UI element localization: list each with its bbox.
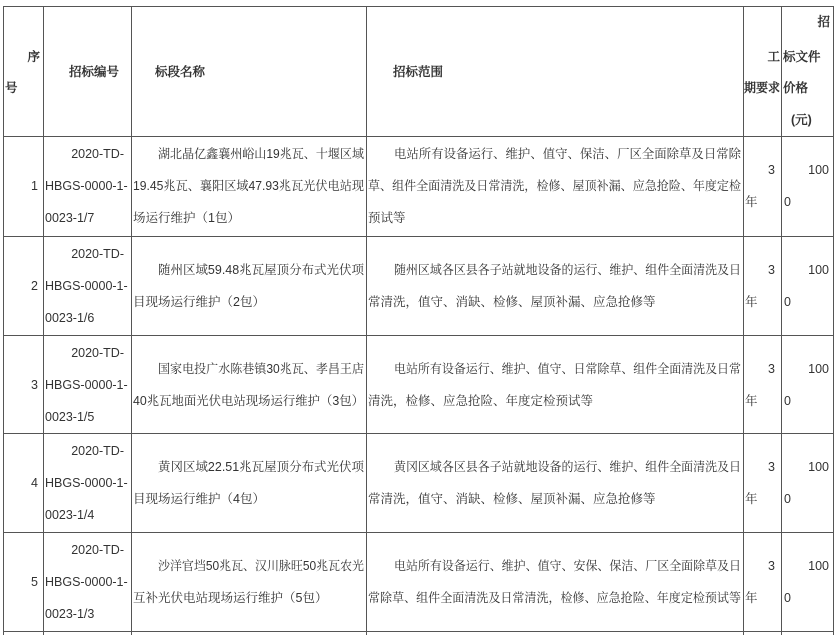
- row-name: 随州区域59.48兆瓦屋顶分布式光伏项: [158, 263, 364, 277]
- row-code: HBGS-0000-1-: [45, 279, 128, 293]
- row-code: HBGS-0000-1-: [45, 476, 128, 490]
- header-name: 标段名称: [155, 65, 206, 79]
- row-price: 0: [784, 492, 791, 506]
- row-code: 0023-1/6: [45, 311, 95, 325]
- row-seq: 3: [31, 378, 38, 392]
- row-scope: 草、组件全面清洗及日常清洗，检修、屋顶补漏、应急抢险、年度定检: [368, 179, 741, 193]
- row-code: 2020-TD-: [71, 346, 124, 360]
- row-code: 2020-TD-: [71, 543, 124, 557]
- header-price: (元): [791, 113, 812, 127]
- row-code: HBGS-0000-1-: [45, 179, 128, 193]
- row-seq: 5: [31, 575, 38, 589]
- row-name: 场运行维护（1包）: [133, 211, 240, 225]
- row-name: 40兆瓦地面光伏电站现场运行维护（3包）: [133, 394, 365, 408]
- row-scope: 常清洗，值守、消缺、检修、屋顶补漏、应急抢修等: [368, 492, 656, 506]
- row-scope: 随州区域各区县各子站就地设备的运行、维护、组件全面清洗及日: [394, 263, 741, 277]
- row-name: 黄冈区域22.51兆瓦屋顶分布式光伏项: [158, 460, 364, 474]
- row-code: HBGS-0000-1-: [45, 378, 128, 392]
- row-code: 0023-1/7: [45, 211, 95, 225]
- row-scope: 清洗，检修、应急抢险、年度定检预试等: [368, 394, 594, 408]
- row-name: 目现场运行维护（4包）: [133, 492, 265, 506]
- header-duration: 工: [767, 50, 780, 64]
- column-divider: [43, 6, 44, 635]
- row-duration: 年: [745, 394, 758, 408]
- row-code: 0023-1/4: [45, 508, 95, 522]
- row-scope: 电站所有设备运行、维护、值守、安保、保洁、厂区全面除草及日: [394, 559, 741, 573]
- row-duration: 3: [768, 263, 775, 277]
- row-scope: 电站所有设备运行、维护、值守、保洁、厂区全面除草及日常除: [394, 147, 742, 161]
- row-name: 目现场运行维护（2包）: [133, 295, 265, 309]
- column-divider: [833, 6, 834, 635]
- row-code: 0023-1/3: [45, 607, 95, 621]
- row-seq: 2: [31, 279, 38, 293]
- row-scope: 黄冈区域各区县各子站就地设备的运行、维护、组件全面清洗及日: [394, 460, 741, 474]
- row-duration: 3: [768, 163, 775, 177]
- row-name: 19.45兆瓦、襄阳区域47.93兆瓦光伏电站现: [133, 179, 365, 193]
- row-duration: 3: [768, 362, 775, 376]
- row-scope: 电站所有设备运行、维护、值守、日常除草、组件全面清洗及日常: [394, 362, 741, 376]
- row-name: 国家电投广水陈巷镇30兆瓦、孝昌王店: [158, 362, 364, 376]
- row-divider: [3, 136, 833, 137]
- column-divider: [366, 6, 367, 635]
- row-duration: 3: [768, 559, 775, 573]
- row-code: HBGS-0000-1-: [45, 575, 128, 589]
- row-code: 2020-TD-: [71, 444, 124, 458]
- row-scope: 预试等: [368, 211, 406, 225]
- row-divider: [3, 236, 833, 237]
- row-price: 100: [808, 559, 829, 573]
- row-seq: 1: [31, 179, 38, 193]
- column-divider: [781, 6, 782, 635]
- row-code: 2020-TD-: [71, 147, 124, 161]
- header-price: 标文件: [783, 50, 821, 64]
- row-code: 0023-1/5: [45, 410, 95, 424]
- header-seq: 号: [5, 81, 18, 95]
- row-divider: [3, 433, 833, 434]
- row-name: 湖北晶亿鑫襄州峪山19兆瓦、十堰区域: [158, 147, 364, 161]
- row-price: 0: [784, 591, 791, 605]
- row-scope: 常清洗，值守、消缺、检修、屋顶补漏、应急抢修等: [368, 295, 656, 309]
- row-code: 2020-TD-: [71, 247, 124, 261]
- row-scope: 常除草、组件全面清洗及日常清洗，检修、应急抢险、年度定检预试等: [368, 591, 741, 605]
- row-price: 100: [808, 460, 829, 474]
- header-scope: 招标范围: [393, 65, 444, 79]
- row-name: 沙洋官垱50兆瓦、汉川脉旺50兆瓦农光: [158, 559, 364, 573]
- header-duration: 期要求: [744, 81, 780, 95]
- row-duration: 年: [745, 295, 758, 309]
- row-duration: 3: [768, 460, 775, 474]
- header-seq: 序: [27, 50, 40, 64]
- row-price: 100: [808, 163, 829, 177]
- header-code: 招标编号: [69, 65, 120, 79]
- column-divider: [743, 6, 744, 635]
- row-price: 0: [784, 195, 791, 209]
- header-price: 价格: [783, 81, 809, 95]
- column-divider: [3, 6, 4, 635]
- row-divider: [3, 532, 833, 533]
- row-duration: 年: [745, 591, 758, 605]
- row-seq: 4: [31, 476, 38, 490]
- row-price: 0: [784, 295, 791, 309]
- row-name: 互补光伏电站现场运行维护（5包）: [133, 591, 328, 605]
- column-divider: [131, 6, 132, 635]
- row-divider: [3, 631, 833, 632]
- row-duration: 年: [745, 492, 758, 506]
- header-price: 招: [817, 15, 830, 29]
- row-price: 100: [808, 263, 829, 277]
- row-price: 100: [808, 362, 829, 376]
- row-price: 0: [784, 394, 791, 408]
- row-divider: [3, 6, 833, 7]
- row-duration: 年: [745, 195, 758, 209]
- row-divider: [3, 335, 833, 336]
